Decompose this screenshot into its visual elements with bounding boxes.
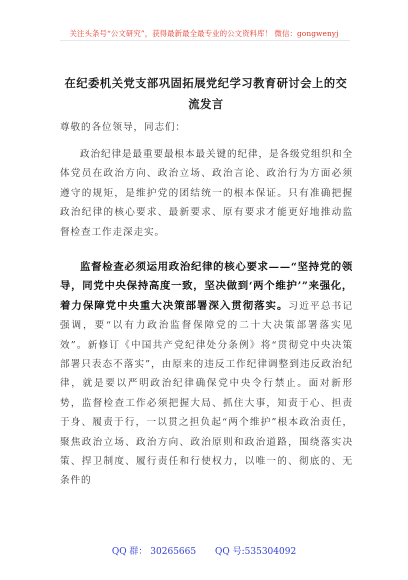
- footer-qq-number: QQ 号:535304092: [214, 547, 297, 557]
- paragraph-1: 政治纪律是最重要最根本最关键的纪律，是各级党组织和全体党员在政治方向、政治立场、政治言论、政治行为方面必须遵守的规矩，是维护党的团结统一的根本保证。只有准确把握政治纪律的核心要求、最新要求、原有要求才能更好地推动监督检查工作走深走实。: [60, 149, 353, 238]
- footer-qq-group: QQ 群： 30265665: [111, 547, 197, 557]
- header-divider: [60, 40, 350, 41]
- document-title: 在纪委机关党支部巩固拓展党纪学习教育研讨会上的交流发言: [64, 76, 348, 111]
- paragraph-2-text: 习近平总书记强调，要“以有力政治监督保障党的二十大决策部署落实见效”。新修订《中国共产党纪律处分条例》将“贯彻党中央决策部署只表态不落实”，由原来的违反工作纪律调整到违反政治纪律，就是要以严明政治纪律确保党中央令行禁止。面对新形势，监督检查工作必须把握大局、抓住大事，知责于心、担责于身、履责于行，一以贯之担负起“两个维护”根本政治责任，聚焦政治立场、政治方向、政治原则和政治道路，围绕落实决策、捍卫制度、履行责任和行使权力，以唯一的、彻底的、无条件的: [60, 300, 353, 487]
- paragraph-2-bold-lead: 监督检查必须运用政治纪律的核心要求——“坚持党的领导，同党中央保持高度一致，坚决做到‘两个维护’”来强化，着力保障党中央重大决策部署深入贯彻落实。: [60, 261, 353, 312]
- header-banner: 关注头条号“公文研究”，获得最新最全最专业的公文资料库！ 微信：gongwenyj: [69, 29, 339, 38]
- footer-contacts: [0, 544, 408, 557]
- paragraph-2: [60, 258, 353, 491]
- greeting: 尊敬的各位领导，同志们：: [60, 122, 186, 133]
